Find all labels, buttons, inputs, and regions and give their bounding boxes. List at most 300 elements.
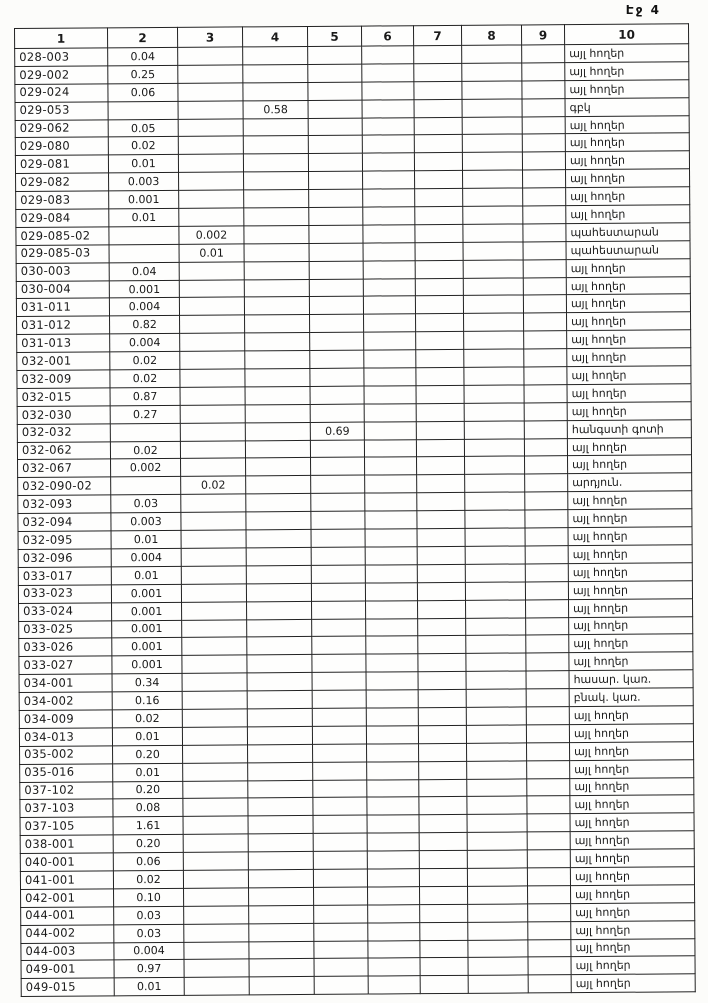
value-cell: 0.82 [110,316,180,334]
value-cell [528,903,571,921]
value-cell [468,957,528,975]
value-cell [247,637,312,655]
value-cell [362,153,414,171]
value-cell [524,349,567,367]
value-cell [182,673,247,691]
value-cell [524,367,567,385]
land-type-cell: այլ հողեր [566,258,690,277]
value-cell [463,206,523,224]
parcel-code-cell: 032-095 [18,531,111,550]
value-cell [363,171,415,189]
parcel-code-cell: 032-096 [18,549,111,568]
value-cell [244,207,309,225]
parcel-code-cell: 032-090-02 [18,477,111,496]
value-cell [526,671,569,689]
parcel-code-cell: 031-011 [16,298,109,317]
parcel-code-cell: 035-002 [20,746,113,765]
parcel-code-cell: 029-081 [15,155,108,174]
value-cell [180,333,245,351]
value-cell [243,118,308,136]
land-type-cell: արդյուն. [568,473,692,492]
column-header-2: 2 [108,27,178,47]
value-cell [462,152,522,170]
value-cell [464,421,524,439]
value-cell [420,976,468,994]
land-parcels-table [14,23,696,997]
value-cell [363,296,415,314]
value-cell [181,458,246,476]
land-type-cell: այլ հողեր [571,956,695,975]
value-cell [183,852,248,870]
value-cell [247,619,312,637]
value-cell [184,906,249,924]
value-cell [462,45,522,63]
value-cell [463,295,523,313]
value-cell [525,563,568,581]
land-type-cell: գբկ [565,97,689,116]
value-cell [313,869,367,887]
value-cell [314,905,368,923]
value-cell [308,64,362,82]
value-cell [312,619,366,637]
value-cell [414,117,462,135]
land-type-cell: հանգստի գոտի [567,419,691,438]
land-type-cell: այլ հողեր [568,455,692,474]
land-type-cell: այլ հողեր [567,366,691,385]
value-cell: 0.20 [113,835,183,853]
value-cell [310,350,364,368]
value-cell [464,367,524,385]
value-cell [528,939,571,957]
parcel-code-cell: 032-009 [17,370,110,389]
parcel-code-cell: 040-001 [20,853,113,872]
value-cell [182,637,247,655]
value-cell [365,547,417,565]
value-cell [464,403,524,421]
value-cell [249,923,314,941]
value-cell [522,45,565,63]
value-cell [312,672,366,690]
value-cell [183,780,248,798]
value-cell [364,368,416,386]
value-cell [466,671,526,689]
value-cell [248,834,313,852]
value-cell [310,332,364,350]
value-cell [311,458,365,476]
value-cell [524,331,567,349]
value-cell [178,83,243,101]
value-cell [524,420,567,438]
value-cell [244,261,309,279]
value-cell [368,904,420,922]
parcel-code-cell: 037-105 [20,817,113,836]
value-cell [528,975,571,993]
land-type-cell: այլ հողեր [570,867,694,886]
parcel-code-cell: 037-103 [20,799,113,818]
value-cell [362,46,414,64]
value-cell: 0.004 [111,548,181,566]
value-cell: 0.001 [109,190,179,208]
value-cell [178,154,243,172]
value-cell [246,512,311,530]
parcel-code-cell: 032-030 [17,406,110,425]
value-cell [463,170,523,188]
land-type-cell: այլ հողեր [568,580,692,599]
value-cell [417,475,465,493]
value-cell [180,369,245,387]
value-cell [419,743,467,761]
value-cell [416,385,464,403]
value-cell [462,63,522,81]
value-cell [462,81,522,99]
value-cell [178,118,243,136]
value-cell [526,635,569,653]
parcel-code-cell: 029-002 [15,66,108,85]
value-cell [109,226,179,244]
value-cell [418,707,466,725]
value-cell [523,170,566,188]
value-cell [362,99,414,117]
value-cell [244,243,309,261]
value-cell [522,63,565,81]
value-cell [523,295,566,313]
parcel-code-cell: 029-053 [15,102,108,121]
land-type-cell: այլ հողեր [570,742,694,761]
value-cell [248,869,313,887]
value-cell [414,45,462,63]
value-cell [244,172,309,190]
value-cell [415,206,463,224]
land-type-cell: այլ հողեր [566,205,690,224]
value-cell [314,976,368,994]
value-cell [365,582,417,600]
value-cell [527,832,570,850]
value-cell [420,958,468,976]
value-cell: 0.08 [113,799,183,817]
parcel-code-cell: 030-003 [16,263,109,282]
land-type-cell: այլ հողեր [570,831,694,850]
scanned-table-area [14,23,697,997]
value-cell [314,887,368,905]
value-cell [245,368,310,386]
value-cell [179,297,244,315]
value-cell [178,136,243,154]
value-cell [308,153,362,171]
value-cell: 0.03 [114,924,184,942]
value-cell [180,440,245,458]
value-cell [416,332,464,350]
value-cell [247,726,312,744]
value-cell: 0.001 [112,602,182,620]
land-type-cell: այլ հողեր [569,634,693,653]
value-cell [462,117,522,135]
value-cell [249,887,314,905]
land-type-cell: այլ հողեր [568,545,692,564]
parcel-code-cell: 029-085-02 [16,227,109,246]
value-cell [365,529,417,547]
value-cell: 0.01 [109,208,179,226]
value-cell [180,387,245,405]
column-header-9: 9 [521,25,564,45]
value-cell: 0.69 [310,422,364,440]
value-cell [522,80,565,98]
value-cell [248,852,313,870]
value-cell [527,868,570,886]
value-cell: 0.20 [113,781,183,799]
land-type-cell: այլ հողեր [566,187,690,206]
value-cell [310,386,364,404]
value-cell [366,654,418,672]
value-cell [182,727,247,745]
parcel-code-cell: 032-093 [18,495,111,514]
land-type-cell: պահեստարան [566,241,690,260]
value-cell [182,602,247,620]
value-cell [183,870,248,888]
value-cell [366,636,418,654]
value-cell [522,116,565,134]
value-cell: 0.01 [114,978,184,996]
value-cell [366,726,418,744]
value-cell: 0.001 [112,638,182,656]
parcel-code-cell: 038-001 [20,835,113,854]
value-cell [419,815,467,833]
parcel-code-cell: 031-012 [17,316,110,335]
value-cell [467,796,527,814]
value-cell [523,241,566,259]
value-cell [182,655,247,673]
value-cell [367,779,419,797]
parcel-code-cell: 044-002 [21,924,114,943]
parcel-code-cell: 029-082 [16,173,109,192]
value-cell [522,98,565,116]
value-cell [365,457,417,475]
value-cell [183,763,248,781]
value-cell [108,101,178,119]
land-type-cell: այլ հողեր [566,276,690,295]
value-cell [527,850,570,868]
value-cell: 0.01 [113,763,183,781]
value-cell [311,493,365,511]
parcel-code-cell: 029-085-03 [16,245,109,264]
value-cell: 0.20 [113,745,183,763]
parcel-code-cell: 029-024 [15,84,108,103]
value-cell [181,584,246,602]
value-cell [367,851,419,869]
value-cell [246,583,311,601]
value-cell [248,798,313,816]
column-header-7: 7 [413,25,461,45]
value-cell [110,423,180,441]
page-number-label: Էջ 4 [625,3,661,17]
value-cell [182,619,247,637]
value-cell [367,797,419,815]
value-cell [416,367,464,385]
value-cell [308,46,362,64]
value-cell [180,315,245,333]
value-cell [364,386,416,404]
column-header-6: 6 [361,26,413,46]
value-cell [364,421,416,439]
parcel-code-cell: 034-013 [19,728,112,747]
value-cell [415,260,463,278]
value-cell: 0.87 [110,387,180,405]
value-cell [414,99,462,117]
value-cell [178,65,243,83]
land-type-cell: այլ հողեր [565,62,689,81]
land-type-cell: այլ հողեր [571,938,695,957]
value-cell [182,691,247,709]
value-cell [364,314,416,332]
value-cell [309,171,363,189]
parcel-code-cell: 033-024 [19,602,112,621]
land-type-cell: այլ հողեր [566,294,690,313]
value-cell [313,815,367,833]
land-type-cell: այլ հողեր [568,527,692,546]
value-cell [414,135,462,153]
value-cell [244,190,309,208]
value-cell [525,510,568,528]
value-cell [179,279,244,297]
value-cell: 0.03 [114,906,184,924]
parcel-code-cell: 028-003 [15,48,108,67]
value-cell [243,82,308,100]
value-cell: 0.003 [111,513,181,531]
value-cell [184,924,249,942]
value-cell [464,385,524,403]
value-cell: 0.001 [111,584,181,602]
value-cell [525,474,568,492]
value-cell [367,743,419,761]
value-cell: 0.05 [108,119,178,137]
value-cell [309,207,363,225]
land-type-cell: այլ հողեր [568,491,692,510]
value-cell [312,690,366,708]
value-cell [463,188,523,206]
value-cell [525,456,568,474]
value-cell [416,350,464,368]
value-cell [465,564,525,582]
value-cell [465,510,525,528]
value-cell [362,81,414,99]
value-cell [415,296,463,314]
value-cell [183,816,248,834]
value-cell [465,474,525,492]
value-cell [528,957,571,975]
value-cell [245,333,310,351]
value-cell: 0.002 [179,226,244,244]
value-cell [246,494,311,512]
value-cell [463,278,523,296]
parcel-code-cell: 033-025 [19,620,112,639]
parcel-code-cell: 034-009 [19,710,112,729]
value-cell [365,565,417,583]
value-cell [365,511,417,529]
value-cell [368,922,420,940]
value-cell [309,279,363,297]
value-cell [467,743,527,761]
value-cell [418,636,466,654]
value-cell [528,921,571,939]
value-cell [180,351,245,369]
parcel-code-cell: 033-026 [19,638,112,657]
value-cell [462,99,522,117]
land-type-cell: այլ հողեր [565,151,689,170]
value-cell [362,64,414,82]
value-cell [466,707,526,725]
column-header-8: 8 [461,25,521,45]
value-cell: 0.04 [109,262,179,280]
value-cell [367,833,419,851]
value-cell [523,224,566,242]
value-cell [419,761,467,779]
value-cell [417,493,465,511]
value-cell: 0.10 [114,888,184,906]
value-cell [111,477,181,495]
value-cell [467,814,527,832]
value-cell [247,601,312,619]
value-cell [467,761,527,779]
parcel-code-cell: 032-062 [17,441,110,460]
value-cell [527,778,570,796]
value-cell [418,600,466,618]
land-type-cell: պահեստարան [566,223,690,242]
value-cell [366,600,418,618]
value-cell: 0.01 [108,155,178,173]
value-cell: 0.97 [114,960,184,978]
value-cell [527,796,570,814]
value-cell [363,189,415,207]
value-cell [364,332,416,350]
value-cell [179,208,244,226]
value-cell [420,922,468,940]
column-header-3: 3 [177,27,242,47]
value-cell [311,529,365,547]
parcel-code-cell: 044-003 [21,942,114,961]
value-cell [463,224,523,242]
value-cell [420,940,468,958]
value-cell [416,439,464,457]
value-cell [181,494,246,512]
land-type-cell: այլ հողեր [567,437,691,456]
value-cell [184,977,249,995]
value-cell [362,135,414,153]
value-cell [416,403,464,421]
value-cell [310,314,364,332]
land-type-cell: այլ հողեր [571,920,695,939]
value-cell: 0.02 [113,870,183,888]
parcel-code-cell: 037-102 [20,781,113,800]
value-cell [184,888,249,906]
value-cell [309,189,363,207]
parcel-code-cell: 033-023 [18,585,111,604]
value-cell [418,654,466,672]
land-type-cell: այլ հողեր [567,330,691,349]
value-cell [419,868,467,886]
value-cell [247,708,312,726]
value-cell [468,886,528,904]
land-type-cell: այլ հողեր [570,795,694,814]
value-cell [249,905,314,923]
column-header-4: 4 [242,26,307,46]
value-cell [184,959,249,977]
value-cell: 0.06 [113,852,183,870]
value-cell [312,636,366,654]
land-type-cell: այլ հողեր [569,616,693,635]
value-cell [313,744,367,762]
value-cell [465,456,525,474]
value-cell [523,277,566,295]
value-cell [244,225,309,243]
